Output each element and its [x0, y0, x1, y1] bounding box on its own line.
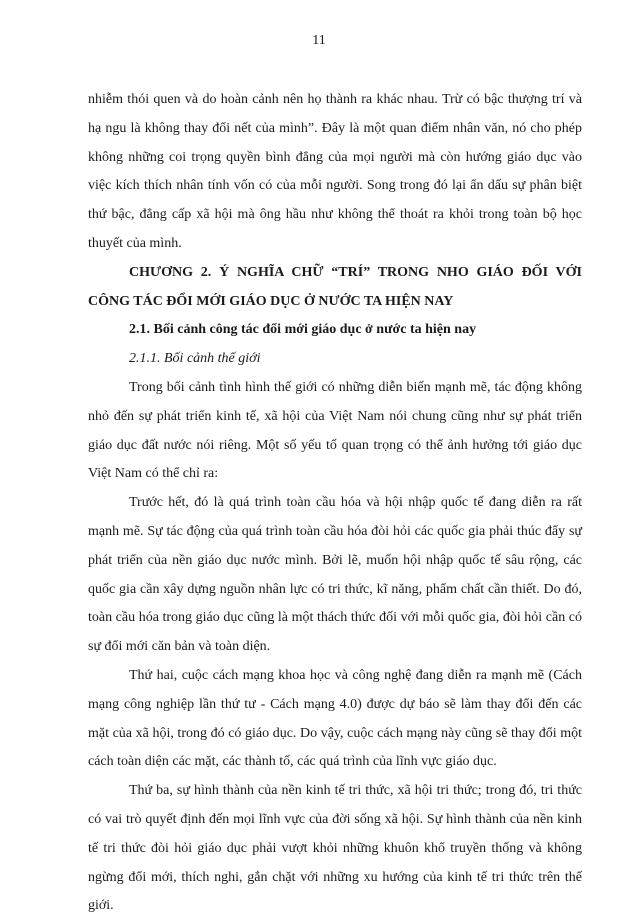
subsection-title: 2.1.1. Bối cảnh thế giới — [129, 351, 261, 367]
paragraph-continuation: nhiễm thói quen và do hoàn cảnh nên họ thành ra khác nhau. Trừ có bậc thượng trí và hạ ngu là không thay đổi nết của mình”. Đây là một quan điểm nhân văn, nó cho phép không những coi trọng quyền bình đẳng của mọi người mà còn hướng giáo dục vào việc kích thích nhân tính vốn có của mỗi người. Song trong đó lại ẩn dấu sự phân biệt thứ bậc, đẳng cấp xã hội mà ông hầu như không thể thoát ra khỏi trong toàn bộ học thuyết của mình. — [88, 92, 582, 251]
paragraph-context: Trong bối cảnh tình hình thế giới có những diễn biến mạnh mẽ, tác động không nhỏ đến sự phát triển kinh tế, xã hội của Việt Nam nói chung cũng như sự phát triển giáo dục đất nước nói riêng. Một số yếu tố quan trọng có thể ảnh hưởng tới giáo dục Việt Nam có thể chỉ ra: — [88, 379, 582, 482]
document-body — [88, 86, 582, 921]
paragraph-globalization: Trước hết, đó là quá trình toàn cầu hóa và hội nhập quốc tế đang diễn ra rất mạnh mẽ. Sự tác động của quá trình toàn cầu hóa đòi hỏi các quốc gia phải thúc đẩy sự phát triển của nền giáo dục nước mình. Bởi lẽ, muốn hội nhập quốc tế sâu rộng, các quốc gia cần xây dựng nguồn nhân lực có tri thức, kĩ năng, phẩm chất cần thiết. Do đó, toàn cầu hóa trong giáo dục cũng là một thách thức đối với mỗi quốc gia, đòi hỏi cần có sự đổi mới căn bản và toàn diện. — [88, 495, 582, 655]
section-title: 2.1. Bối cảnh công tác đổi mới giáo dục ở nước ta hiện nay — [129, 322, 477, 338]
page-number: 11 — [312, 33, 326, 48]
paragraph-industrial-revolution: Thứ hai, cuộc cách mạng khoa học và công nghệ đang diễn ra mạnh mẽ (Cách mạng công nghiệp lần thứ tư - Cách mạng 4.0) được dự báo sẽ làm thay đổi đến các mặt của xã hội, trong đó có giáo dục. Do vậy, cuộc cách mạng này cũng sẽ thay đổi một cách toàn diện các mặt, các thành tố, các quá trình của lĩnh vực giáo dục. — [88, 667, 582, 770]
chapter-title: CHƯƠNG 2. Ý NGHĨA CHỮ “TRÍ” TRONG NHO GIÁO ĐỐI VỚI CÔNG TÁC ĐỔI MỚI GIÁO DỤC Ở NƯỚC TA HIỆN NAY — [88, 264, 582, 309]
paragraph-knowledge-economy: Thứ ba, sự hình thành của nền kinh tế tri thức, xã hội tri thức; trong đó, tri thức có vai trò quyết định đến mọi lĩnh vực của đời sống xã hội. Sự hình thành của nền kinh tế tri thức đòi hỏi giáo dục phải vượt khỏi những khuôn khổ truyền thống và không ngừng đổi mới, thích nghi, gắn chặt với những xu hướng của kinh tế tri thức trên thế giới. — [88, 783, 582, 914]
